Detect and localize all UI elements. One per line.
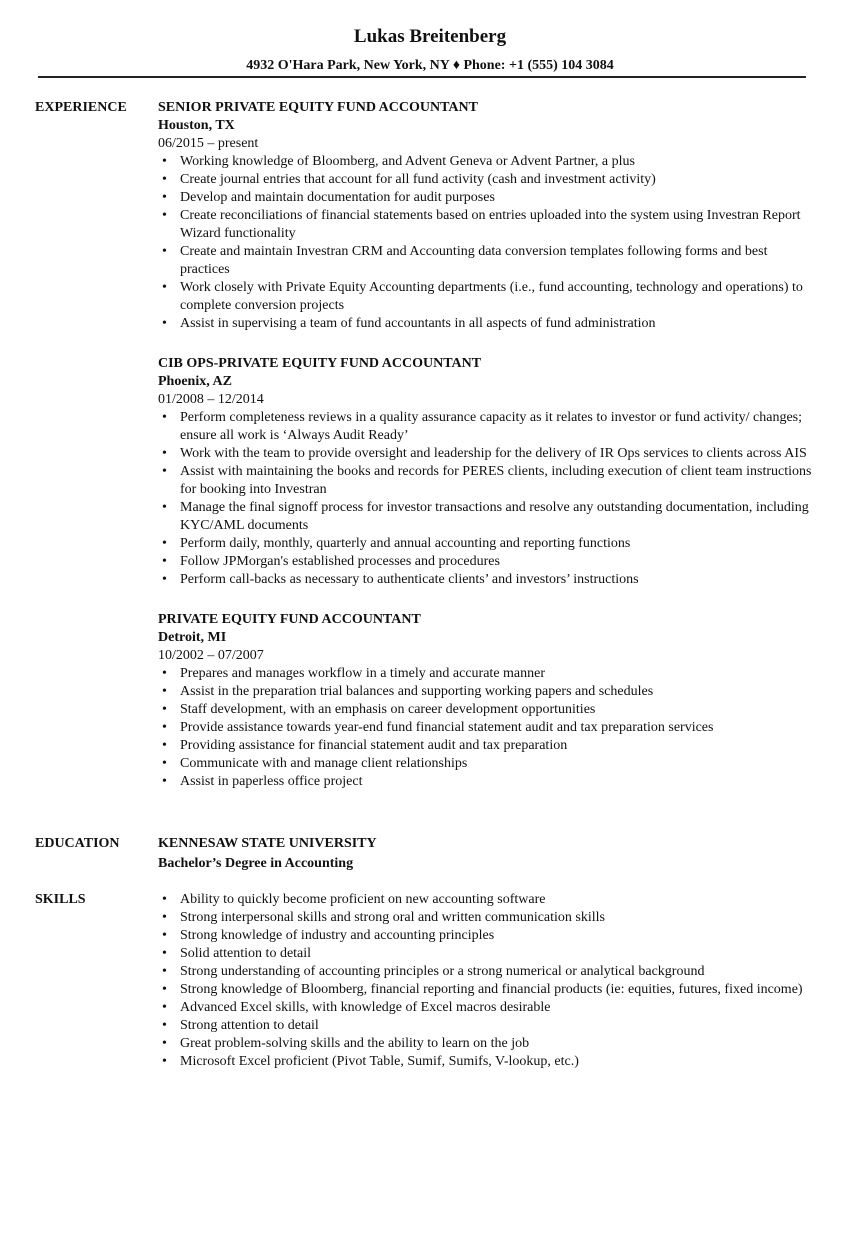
job-location: Houston, TX	[158, 118, 235, 133]
header-divider	[38, 76, 806, 78]
bullet-icon: •	[162, 1054, 167, 1069]
bullet-icon: •	[162, 572, 167, 587]
bullet-icon: •	[162, 554, 167, 569]
bullet-icon: •	[162, 910, 167, 925]
duty-item: • Working knowledge of Bloomberg, and Advent Geneva or Advent Partner, a plus	[162, 154, 635, 169]
job-entry	[158, 99, 818, 333]
bullet-icon: •	[162, 536, 167, 551]
job-title: CIB OPS-PRIVATE EQUITY FUND ACCOUNTANT	[158, 356, 482, 371]
contact-line: 4932 O'Hara Park, New York, NY ♦ Phone: +1 (555) 104 3084	[246, 58, 614, 73]
duty-item: • Manage the final signoff process for investor transactions and resolve any outstanding documentation, including KYC/AML documents	[162, 500, 809, 533]
degree: Bachelor’s Degree in Accounting	[158, 856, 354, 871]
bullet-icon: •	[162, 774, 167, 789]
duty-item: • Perform completeness reviews in a quality assurance capacity as it relates to investor or fund activity/ changes; ensure all work is ‘Always Audit Ready’	[162, 410, 803, 443]
skill-item: • Microsoft Excel proficient (Pivot Table, Sumif, Sumifs, V-lookup, etc.)	[162, 1054, 579, 1069]
duty-item: • Perform call-backs as necessary to authenticate clients’ and investors’ instructions	[162, 572, 639, 587]
bullet-icon: •	[162, 154, 167, 169]
job-title: PRIVATE EQUITY FUND ACCOUNTANT	[158, 612, 421, 627]
skill-item: • Strong understanding of accounting principles or a strong numerical or analytical background	[162, 964, 705, 979]
skills-list	[158, 891, 818, 1071]
duty-item: • Follow JPMorgan's established processes and procedures	[162, 554, 500, 569]
skill-item: • Solid attention to detail	[162, 946, 312, 961]
duty-item: • Create reconciliations of financial statements based on entries uploaded into the system using Investran Report Wizard functionality	[162, 208, 801, 241]
duty-item: • Work with the team to provide oversight and leadership for the delivery of IR Ops services to clients across AIS	[162, 446, 807, 461]
skill-item: • Great problem-solving skills and the ability to learn on the job	[162, 1036, 530, 1051]
skill-item: • Strong interpersonal skills and strong oral and written communication skills	[162, 910, 605, 925]
bullet-icon: •	[162, 946, 167, 961]
job-entry	[158, 611, 818, 791]
section-label-experience: EXPERIENCE	[35, 100, 127, 115]
skills-list-wrap	[158, 891, 818, 1071]
skill-item: • Strong knowledge of Bloomberg, financial reporting and financial products (ie: equities, futures, fixed income)	[162, 982, 803, 997]
resume-header	[0, 24, 860, 76]
duty-item: • Work closely with Private Equity Accounting departments (i.e., fund accounting, technology and operations) to complete conversion projects	[162, 280, 803, 313]
skill-item: • Strong knowledge of industry and accounting principles	[162, 928, 495, 943]
duty-item: • Prepares and manages workflow in a timely and accurate manner	[162, 666, 546, 681]
school-name: KENNESAW STATE UNIVERSITY	[158, 836, 377, 851]
job-location: Phoenix, AZ	[158, 374, 232, 389]
job-entry	[158, 355, 818, 589]
skill-item: • Advanced Excel skills, with knowledge of Excel macros desirable	[162, 1000, 551, 1015]
bullet-icon: •	[162, 982, 167, 997]
duty-item: • Create and maintain Investran CRM and Accounting data conversion templates following forms and best practices	[162, 244, 768, 277]
job-dates: 06/2015 – present	[158, 136, 259, 151]
bullet-icon: •	[162, 1000, 167, 1015]
candidate-name: Lukas Breitenberg	[353, 26, 507, 47]
duty-item: • Assist in the preparation trial balances and supporting working papers and schedules	[162, 684, 654, 699]
duty-item: • Develop and maintain documentation for audit purposes	[162, 190, 495, 205]
job-dates: 01/2008 – 12/2014	[158, 392, 264, 407]
duty-item: • Staff development, with an emphasis on career development opportunities	[162, 702, 596, 717]
duty-item: • Assist with maintaining the books and records for PERES clients, including execution of client team instructions for booking into Investran	[162, 464, 812, 497]
bullet-icon: •	[162, 1018, 167, 1033]
bullet-icon: •	[162, 964, 167, 979]
bullet-icon: •	[162, 446, 167, 461]
job-duties	[158, 409, 818, 589]
skill-item: • Strong attention to detail	[162, 1018, 319, 1033]
bullet-icon: •	[162, 316, 167, 331]
duty-item: • Assist in paperless office project	[162, 774, 363, 789]
bullet-icon: •	[162, 500, 167, 515]
bullet-icon: •	[162, 464, 167, 479]
duty-item: • Assist in supervising a team of fund accountants in all aspects of fund administration	[162, 316, 656, 331]
bullet-icon: •	[162, 1036, 167, 1051]
section-label-education: EDUCATION	[35, 836, 120, 851]
duty-item: • Perform daily, monthly, quarterly and annual accounting and reporting functions	[162, 536, 631, 551]
job-duties	[158, 153, 818, 333]
bullet-icon: •	[162, 410, 167, 425]
bullet-icon: •	[162, 738, 167, 753]
bullet-icon: •	[162, 208, 167, 223]
bullet-icon: •	[162, 684, 167, 699]
duty-item: • Create journal entries that account for all fund activity (cash and investment activity)	[162, 172, 656, 187]
bullet-icon: •	[162, 756, 167, 771]
duty-item: • Provide assistance towards year-end fund financial statement audit and tax preparation services	[162, 720, 714, 735]
duty-item: • Communicate with and manage client relationships	[162, 756, 468, 771]
job-duties	[158, 665, 818, 791]
bullet-icon: •	[162, 892, 167, 907]
job-dates: 10/2002 – 07/2007	[158, 648, 264, 663]
duty-item: • Providing assistance for financial statement audit and tax preparation	[162, 738, 568, 753]
bullet-icon: •	[162, 244, 167, 259]
bullet-icon: •	[162, 720, 167, 735]
bullet-icon: •	[162, 280, 167, 295]
skill-item: • Ability to quickly become proficient on new accounting software	[162, 892, 546, 907]
section-label-skills: SKILLS	[35, 892, 86, 907]
bullet-icon: •	[162, 172, 167, 187]
bullet-icon: •	[162, 190, 167, 205]
job-title: SENIOR PRIVATE EQUITY FUND ACCOUNTANT	[158, 100, 478, 115]
bullet-icon: •	[162, 666, 167, 681]
bullet-icon: •	[162, 928, 167, 943]
education-entry	[158, 835, 818, 873]
experience-list	[158, 99, 818, 791]
bullet-icon: •	[162, 702, 167, 717]
job-location: Detroit, MI	[158, 630, 227, 645]
